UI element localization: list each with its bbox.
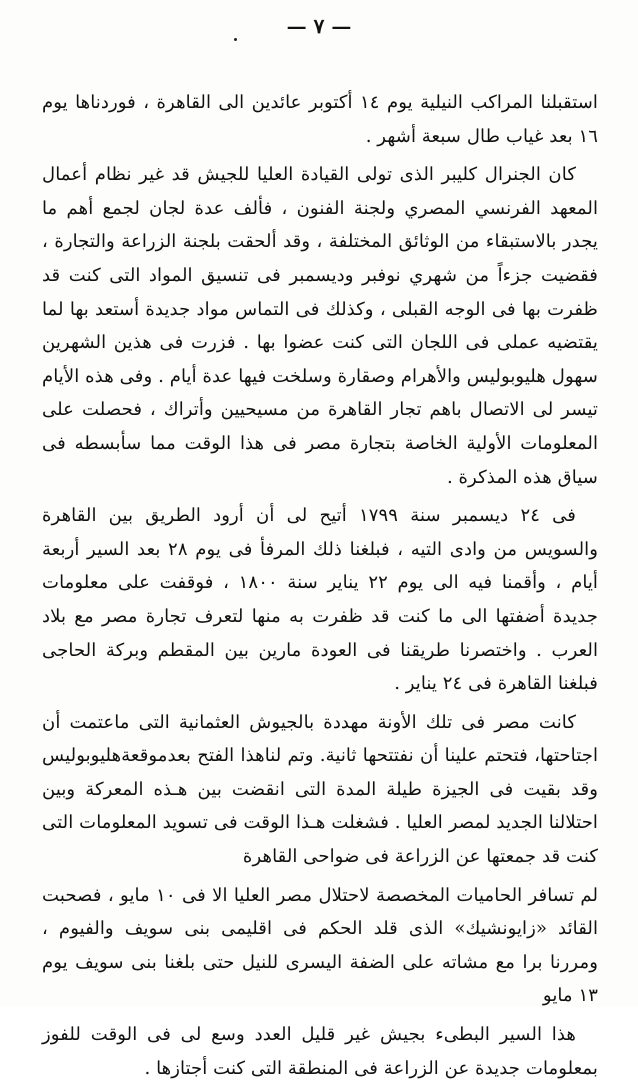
paragraph-3: فى ٢٤ ديسمبر سنة ١٧٩٩ أتيح لى أن أرود الطريق بين القاهرة والسويس من وادى التيه ، فبلغنا ذلك المرفأ فى يوم ٢٨ بعد السير أربعة أيام ، وأقمنا فيه الى يوم ٢٢ يناير سنة ١٨٠٠ ، فوقفت على معلومات جديدة أضفتها الى ما كنت قد ظفرت به منها لتعرف تجارة مصر مع بلاد العرب . واختصرنا طريقنا فى العودة مارين بين المقطم وبركة الحاجى فبلغنا القاهرة فى ٢٤ يناير . [42,505,599,695]
page-number: — ٧ — [286,14,352,38]
paragraph-1: استقبلنا المراكب النيلية يوم ١٤ أكتوبر عائدين الى القاهرة ، فوردناها يوم ١٦ بعد غياب طال سبعة أشهر . [42,92,598,147]
paragraph-2: كان الجنرال كليبر الذى تولى القيادة العليا للجيش قد غير نظام أعمال المعهد الفرنسي المصري ولجنة الفنون ، فألف عدة لجان لجمع أهم ما يجدر بالاستبقاء من الوثائق المختلفة ، وقد ألحقت بلجنة الزراعة والتجارة ، فقضيت جزءاً من شهري نوفبر وديسمبر فى تنسيق المواد التى كنت قد ظفرت بها فى الوجه القبلى ، وكذلك فى التماس مواد جديدة أستعد بها لما يقتضيه عملى فى اللجان التى كنت عضوا بها . فزرت فى هذين الشهرين سهول هليوبوليس والأهرام وصقارة وسلخت فيها عدة أيام . وفى هذه الأيام تيسر لى الاتصال باهم تجار القاهرة من مسيحيين وأتراك ، فحصلت على المعلومات الأولية الخاصة بتجارة مصر فى هذا الوقت مما سأبسطه فى سياق هذه المذكرة . [42,164,598,488]
paragraph-5: لم تسافر الحاميات المخصصة لاحتلال مصر العليا الا فى ١٠ مايو ، فصحبت القائد «زايونشيك» الذى قلد الحكم فى اقليمى بنى سويف والفيوم ، ومررنا برا مع مشاته على الضفة اليسرى للنيل حتى بلغنا بنى سويف يوم ١٣ مايو [42,884,598,1007]
paragraph-4: كانت مصر فى تلك الأونة مهددة بالجيوش العثمانية التى ماعتمت أن اجتاحتها، فتحتم علينا أن نفتتحها ثانية. وتم لناهذا الفتح بعدموقعةهليوبوليس وقد بقيت فى الجيزة طيلة المدة التى انقضت بين هـذه المعركة وبين احتلالنا الجديد لمصر العليا . فشغلت هـذا الوقت فى تسويد المعلومات التى كنت قد جمعتها عن الزراعة فى ضواحى القاهرة [42,711,598,868]
paragraph-6: هذا السير البطىء بجيش غير قليل العدد وسع لى فى الوقت للفوز بمعلومات جديدة عن الزراعة فى المنطقة التى كنت أجتازها . [42,1024,598,1079]
page-body [42,86,598,1085]
speck-mark [234,38,237,41]
